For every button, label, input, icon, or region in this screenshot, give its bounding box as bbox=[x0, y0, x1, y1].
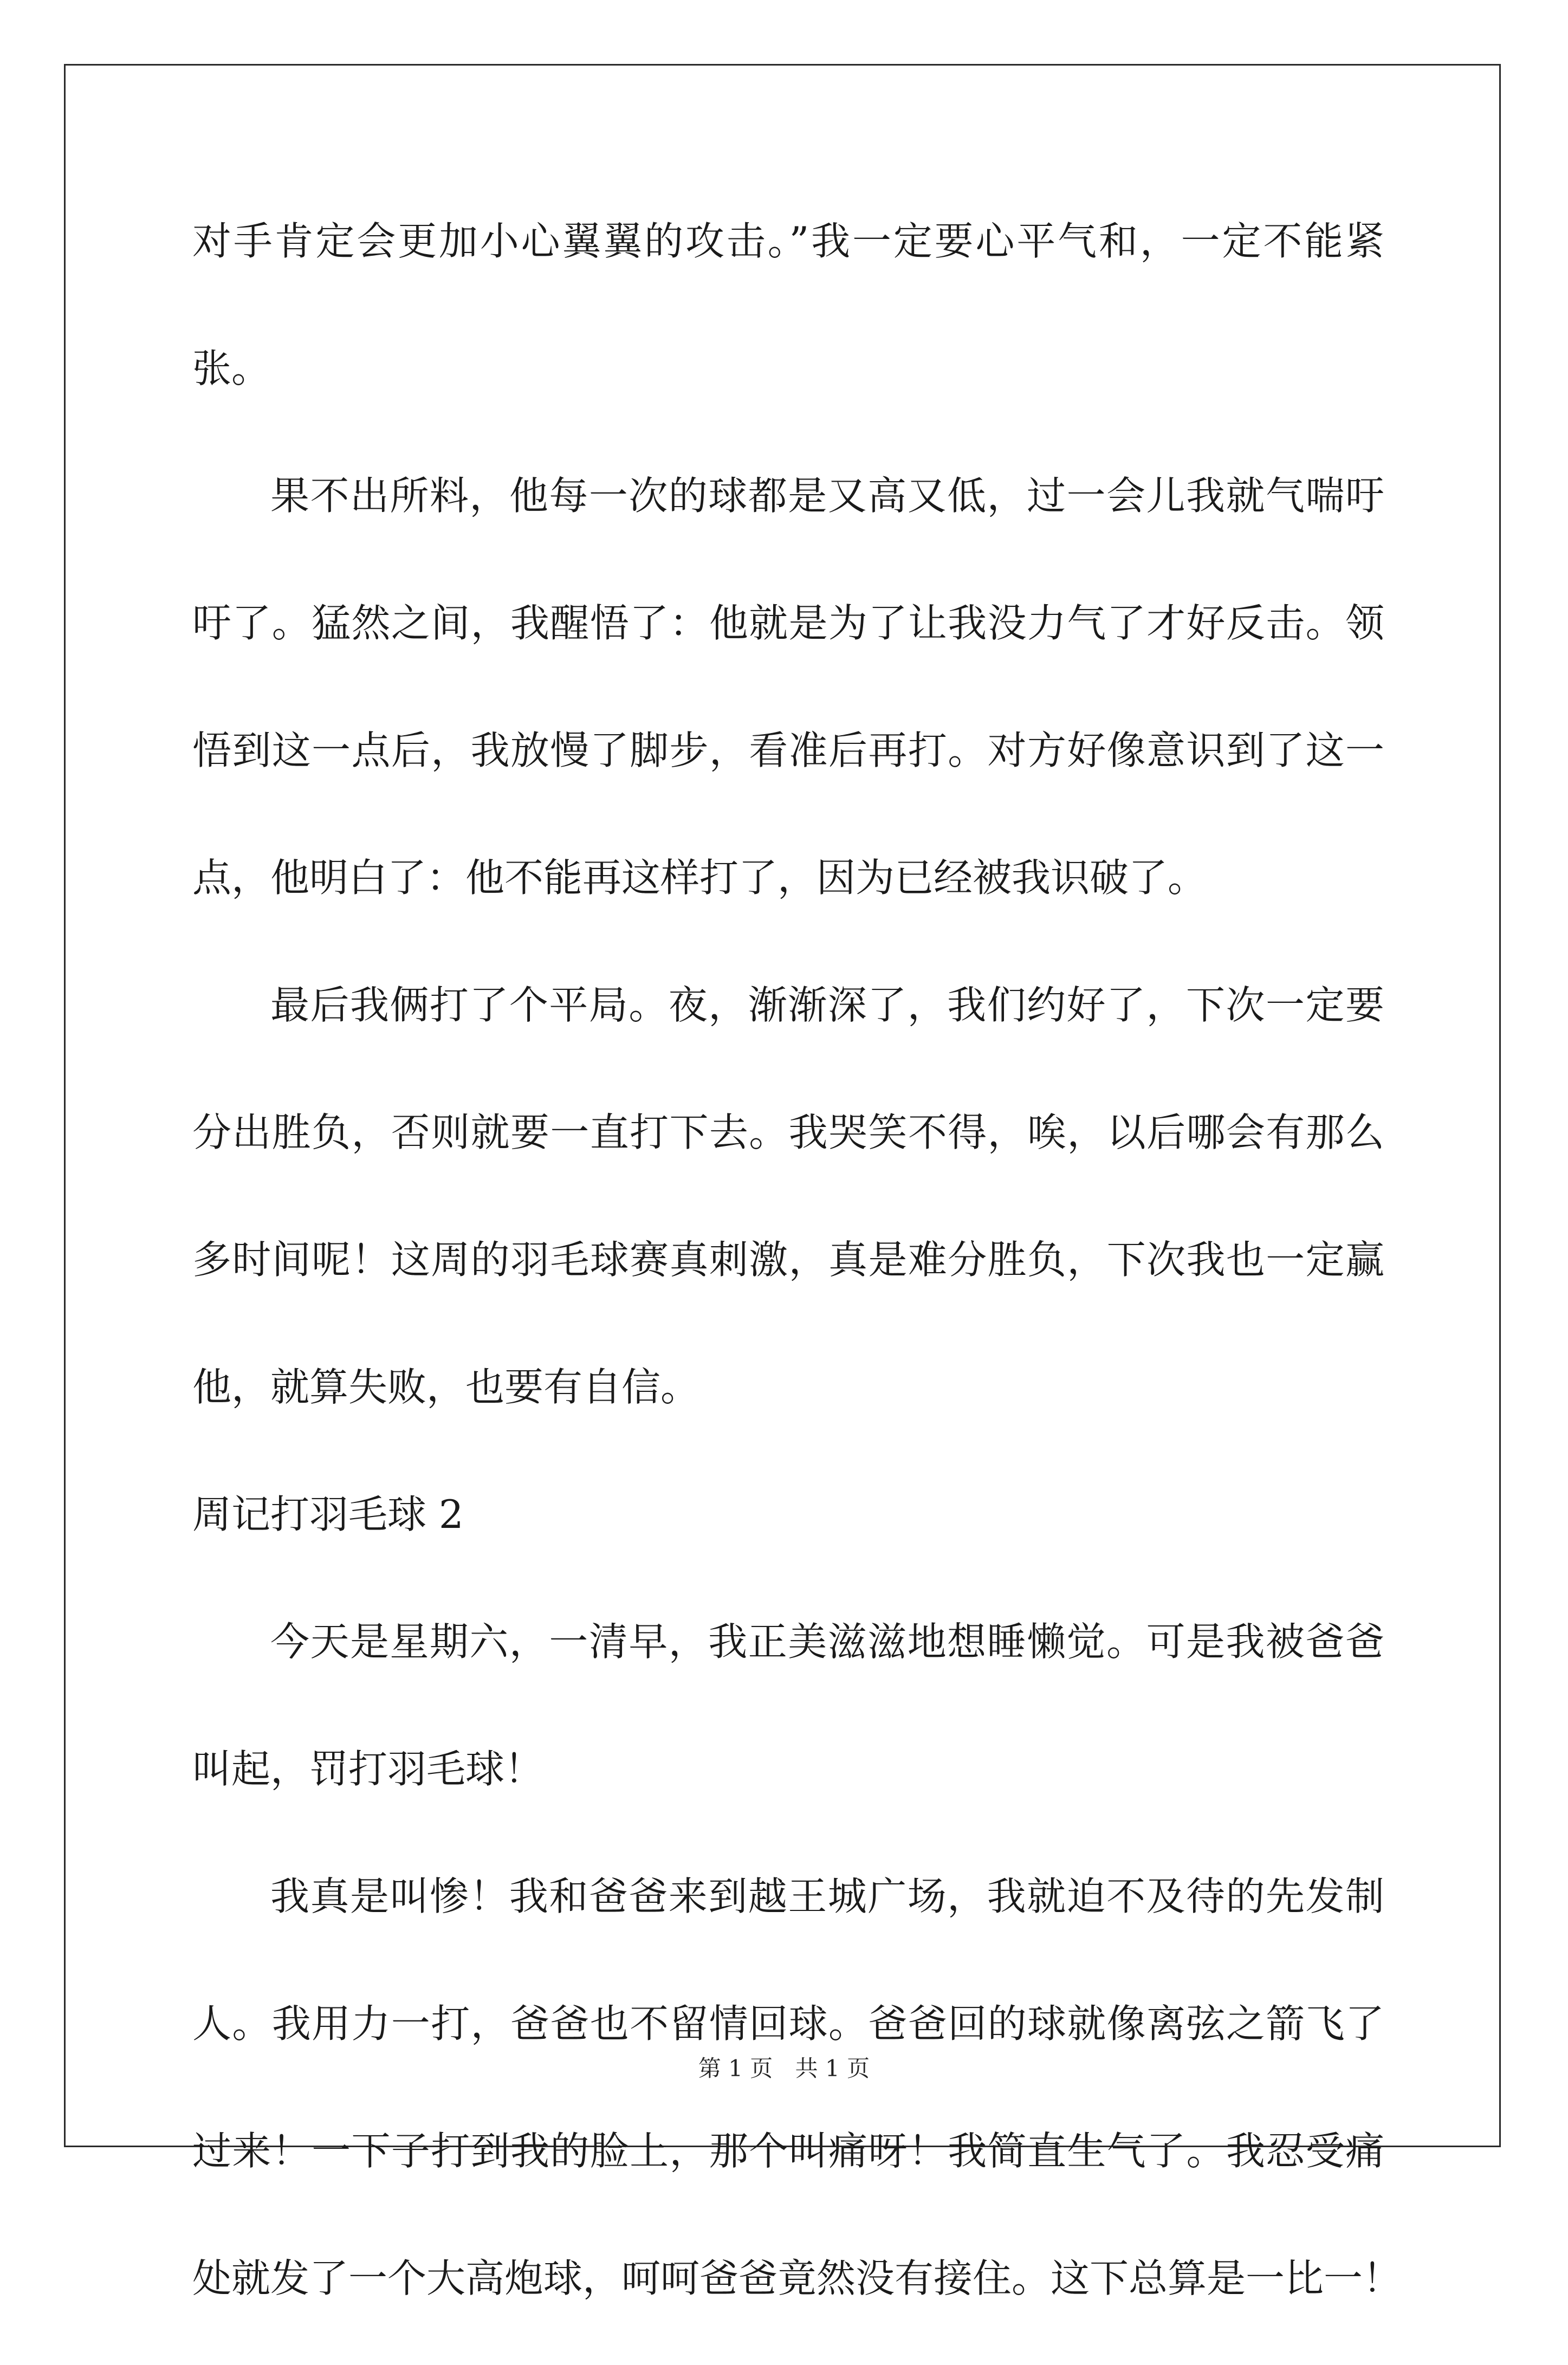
paragraph bbox=[192, 1856, 1402, 2365]
paragraph-line: 张。 bbox=[192, 346, 271, 391]
document-body bbox=[192, 200, 1402, 2365]
paragraph-line: 最后我俩打了个平局。夜，渐渐深了，我们约好了，下次一定要 bbox=[270, 982, 1384, 1028]
paragraph-line: 多时间呢！这周的羽毛球赛真刺激，真是难分胜负，下次我也一定赢 bbox=[192, 1237, 1384, 1282]
paragraph-line: 吁了。猛然之间，我醒悟了：他就是为了让我没力气了才好反击。领 bbox=[192, 600, 1384, 646]
section-title: 周记打羽毛球 2 bbox=[192, 1492, 464, 1537]
page-number: 第 1 页 bbox=[698, 2055, 773, 2082]
paragraph-line: 今天是星期六，一清早，我正美滋滋地想睡懒觉。可是我被爸爸 bbox=[270, 1619, 1384, 1664]
paragraph-line: 对手肯定会更加小心翼翼的攻击。”我一定要心平气和，一定不能紧 bbox=[192, 218, 1384, 264]
paragraph-line: 分出胜负，否则就要一直打下去。我哭笑不得，唉，以后哪会有那么 bbox=[192, 1110, 1384, 1155]
paragraph-line: 处就发了一个大高炮球，呵呵爸爸竟然没有接住。这下总算是一比一！ bbox=[192, 2256, 1402, 2301]
paragraph-line: 点，他明白了：他不能再这样打了，因为已经被我识破了。 bbox=[192, 855, 1207, 900]
paragraph bbox=[192, 1601, 1384, 1856]
paragraph-line: 他，就算失败，也要有自信。 bbox=[192, 1364, 700, 1410]
paragraph-line: 我真是叫惨！我和爸爸来到越王城广场，我就迫不及待的先发制 bbox=[270, 1874, 1384, 1919]
page-footer bbox=[0, 2052, 1568, 2085]
paragraph-line: 果不出所料，他每一次的球都是又高又低，过一会儿我就气喘吁 bbox=[270, 473, 1384, 519]
paragraph-line: 过来！一下子打到我的脸上，那个叫痛呀！我简直生气了。我忍受痛 bbox=[192, 2128, 1384, 2174]
paragraph bbox=[192, 964, 1384, 1474]
paragraph-line: 人。我用力一打，爸爸也不留情回球。爸爸回的球就像离弦之箭飞了 bbox=[192, 2001, 1384, 2046]
paragraph bbox=[192, 455, 1384, 964]
paragraph bbox=[192, 200, 1384, 455]
paragraph-line: 叫起，罚打羽毛球！ bbox=[192, 1746, 544, 1792]
paragraph-line: 悟到这一点后，我放慢了脚步，看准后再打。对方好像意识到了这一 bbox=[192, 728, 1384, 773]
page-total: 共 1 页 bbox=[795, 2055, 870, 2082]
